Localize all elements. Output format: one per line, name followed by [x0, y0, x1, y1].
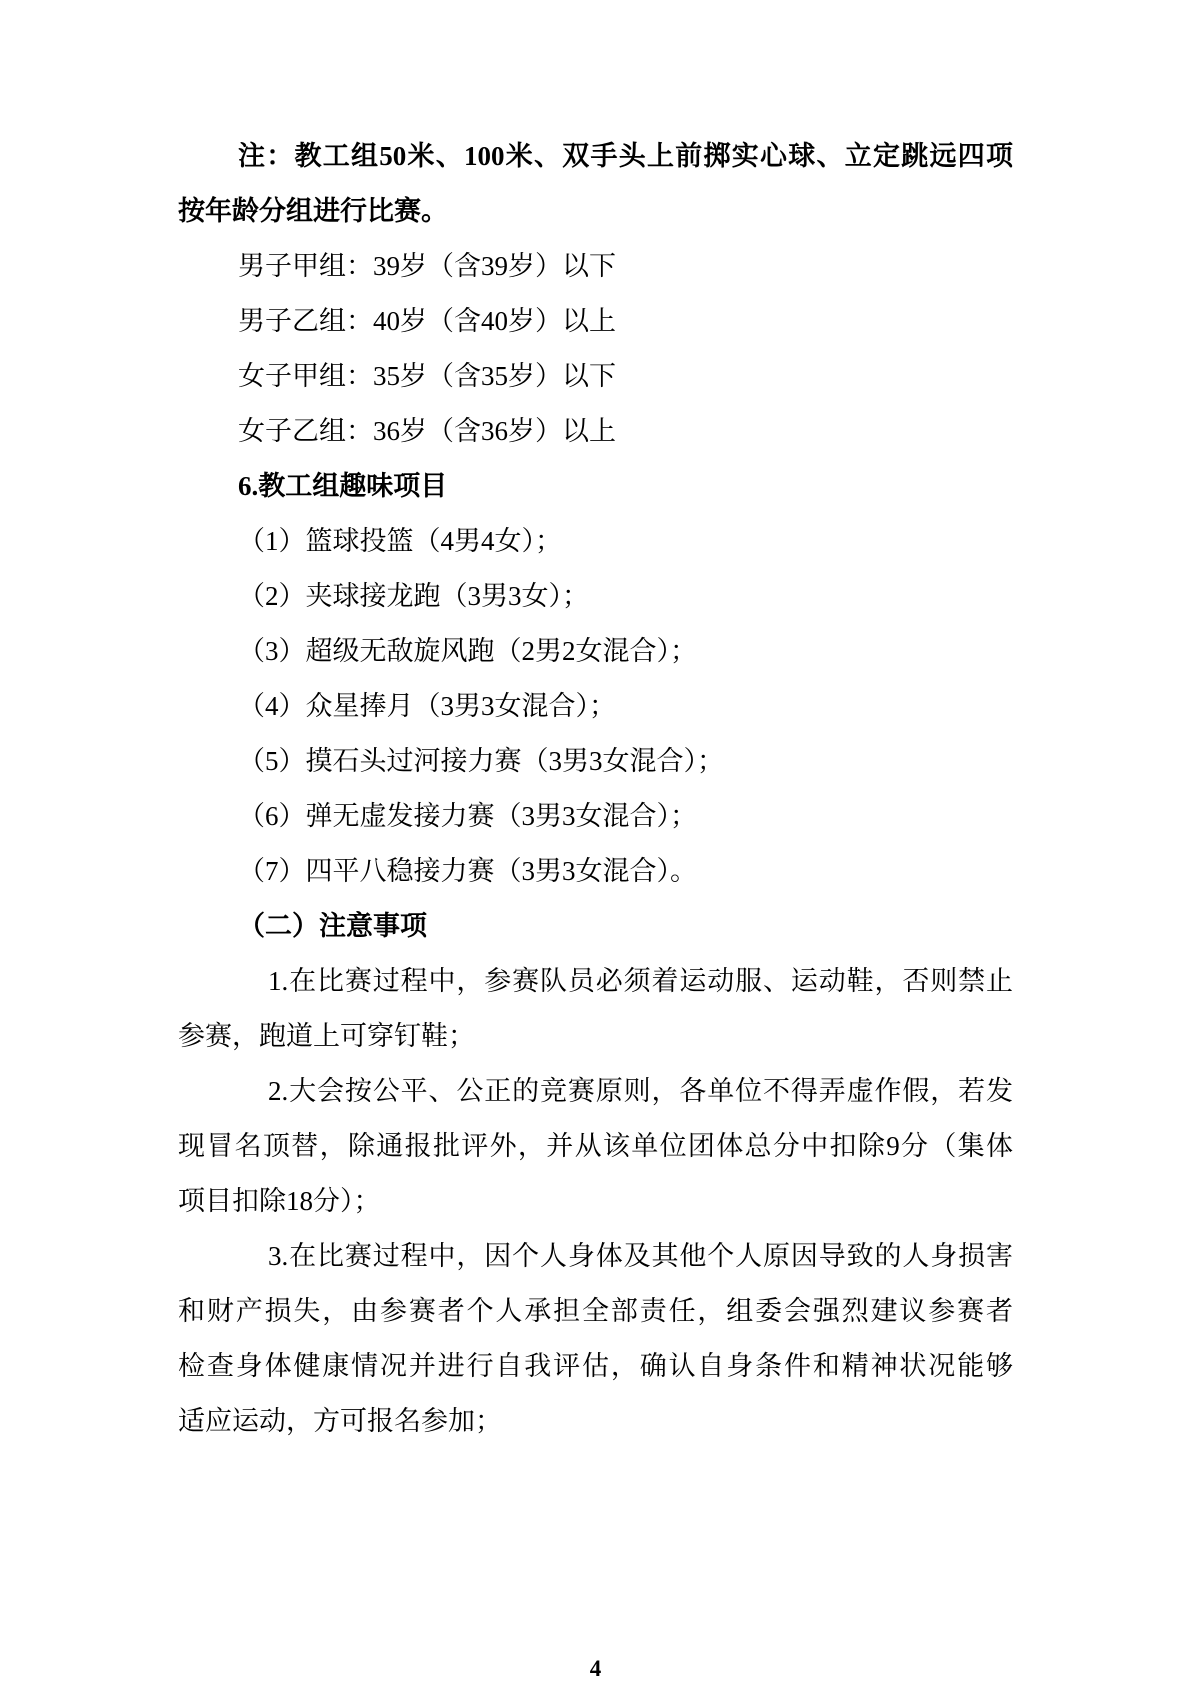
age-group-row: 女子甲组：35岁（含35岁）以下 — [238, 361, 616, 391]
notice-paragraph-line: 项目扣除18分）； — [178, 1186, 381, 1216]
note-paragraph — [178, 129, 1013, 239]
notice-paragraph-line: 2.大会按公平、公正的竞赛原则，各单位不得弄虚作假，若发 — [268, 1076, 1013, 1106]
notice-paragraph-line: 参赛，跑道上可穿钉鞋； — [178, 1021, 475, 1051]
notice-paragraph — [178, 1229, 1013, 1449]
notice-paragraph-line: 适应运动，方可报名参加； — [178, 1406, 502, 1436]
notice-paragraph — [178, 954, 1013, 1064]
notice-paragraph — [178, 1064, 1013, 1229]
note-line: 按年龄分组进行比赛。 — [178, 196, 448, 226]
page-number: 4 — [589, 1656, 602, 1681]
fun-item: （6）弹无虚发接力赛（3男3女混合）； — [238, 801, 697, 831]
fun-item: （1）篮球投篮（4男4女）； — [238, 526, 562, 556]
notice-paragraph-line: 3.在比赛过程中，因个人身体及其他个人原因导致的人身损害 — [268, 1241, 1013, 1271]
fun-item: （4）众星捧月（3男3女混合）； — [238, 691, 616, 721]
fun-item: （7）四平八稳接力赛（3男3女混合）。 — [238, 856, 697, 886]
fun-item: （2）夹球接龙跑（3男3女）； — [238, 581, 589, 611]
fun-item-list — [178, 514, 1013, 899]
age-group-row: 女子乙组：36岁（含36岁）以上 — [238, 416, 616, 446]
notice-section-heading: （二）注意事项 — [238, 911, 427, 941]
fun-item: （5）摸石头过河接力赛（3男3女混合）； — [238, 746, 724, 776]
fun-item: （3）超级无敌旋风跑（2男2女混合）； — [238, 636, 697, 666]
note-line: 注：教工组50米、100米、双手头上前掷实心球、立定跳远四项 — [238, 141, 1013, 171]
notice-paragraph-line: 和财产损失，由参赛者个人承担全部责任，组委会强烈建议参赛者 — [178, 1296, 1013, 1326]
notice-paragraph-line: 现冒名顶替，除通报批评外，并从该单位团体总分中扣除9分（集体 — [178, 1131, 1013, 1161]
age-group-row: 男子甲组：39岁（含39岁）以下 — [238, 251, 616, 281]
fun-section-heading: 6.教工组趣味项目 — [238, 471, 448, 501]
page-content — [178, 129, 1013, 1449]
notice-paragraph-line: 检查身体健康情况并进行自我评估，确认自身条件和精神状况能够 — [178, 1351, 1013, 1381]
age-group-list — [178, 239, 1013, 459]
notice-paragraph-list — [178, 954, 1013, 1449]
age-group-row: 男子乙组：40岁（含40岁）以上 — [238, 306, 616, 336]
notice-paragraph-line: 1.在比赛过程中，参赛队员必须着运动服、运动鞋，否则禁止 — [268, 966, 1013, 996]
